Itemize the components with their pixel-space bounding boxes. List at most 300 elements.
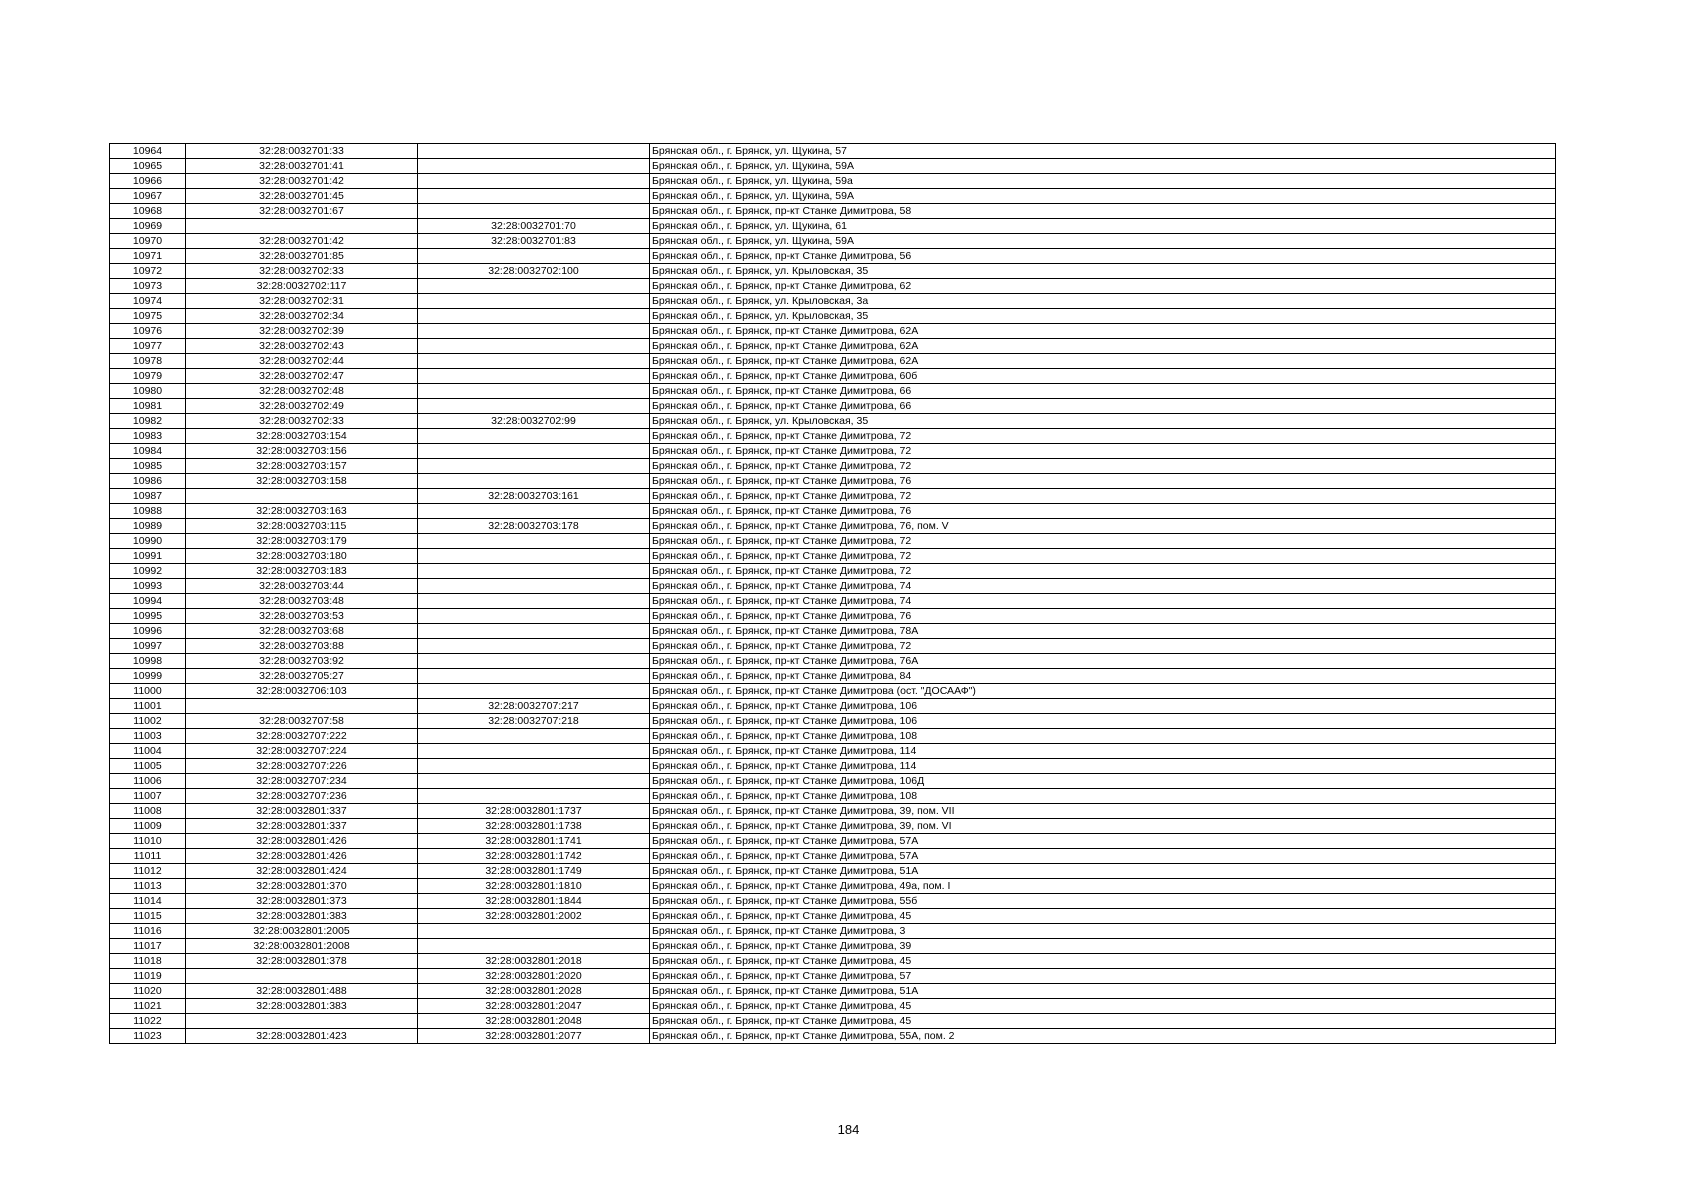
table-row — [110, 459, 1556, 474]
table-row — [110, 684, 1556, 699]
row-number-cell: 10975 — [110, 309, 186, 324]
land-parcel-cadastral-cell: 32:28:0032707:58 — [186, 714, 418, 729]
address-cell: Брянская обл., г. Брянск, пр-кт Станке Димитрова, 49а, пом. I — [650, 879, 1556, 894]
row-number-cell: 11001 — [110, 699, 186, 714]
row-number-cell: 10990 — [110, 534, 186, 549]
address-cell: Брянская обл., г. Брянск, пр-кт Станке Димитрова (ост. "ДОСААФ") — [650, 684, 1556, 699]
object-cadastral-cell — [418, 594, 650, 609]
row-number-cell: 10991 — [110, 549, 186, 564]
address-cell: Брянская обл., г. Брянск, пр-кт Станке Димитрова, 39 — [650, 939, 1556, 954]
land-parcel-cadastral-cell: 32:28:0032705:27 — [186, 669, 418, 684]
table-row — [110, 654, 1556, 669]
table-row — [110, 1029, 1556, 1044]
land-parcel-cadastral-cell: 32:28:0032701:42 — [186, 174, 418, 189]
table-row — [110, 189, 1556, 204]
address-cell: Брянская обл., г. Брянск, пр-кт Станке Димитрова, 51А — [650, 864, 1556, 879]
land-parcel-cadastral-cell: 32:28:0032703:154 — [186, 429, 418, 444]
address-cell: Брянская обл., г. Брянск, пр-кт Станке Димитрова, 76 — [650, 609, 1556, 624]
address-cell: Брянская обл., г. Брянск, ул. Крыловская, 3а — [650, 294, 1556, 309]
address-cell: Брянская обл., г. Брянск, пр-кт Станке Димитрова, 51А — [650, 984, 1556, 999]
address-cell: Брянская обл., г. Брянск, пр-кт Станке Димитрова, 76 — [650, 504, 1556, 519]
table-row — [110, 279, 1556, 294]
object-cadastral-cell — [418, 249, 650, 264]
table-row — [110, 489, 1556, 504]
table-row — [110, 519, 1556, 534]
land-parcel-cadastral-cell: 32:28:0032706:103 — [186, 684, 418, 699]
land-parcel-cadastral-cell: 32:28:0032703:53 — [186, 609, 418, 624]
address-cell: Брянская обл., г. Брянск, пр-кт Станке Димитрова, 56 — [650, 249, 1556, 264]
object-cadastral-cell: 32:28:0032801:2020 — [418, 969, 650, 984]
land-parcel-cadastral-cell: 32:28:0032702:33 — [186, 414, 418, 429]
object-cadastral-cell — [418, 789, 650, 804]
address-cell: Брянская обл., г. Брянск, ул. Крыловская, 35 — [650, 264, 1556, 279]
table-row — [110, 354, 1556, 369]
table-row — [110, 339, 1556, 354]
row-number-cell: 10999 — [110, 669, 186, 684]
land-parcel-cadastral-cell: 32:28:0032703:183 — [186, 564, 418, 579]
table-row — [110, 444, 1556, 459]
row-number-cell: 11003 — [110, 729, 186, 744]
object-cadastral-cell — [418, 504, 650, 519]
land-parcel-cadastral-cell: 32:28:0032703:44 — [186, 579, 418, 594]
row-number-cell: 10997 — [110, 639, 186, 654]
address-cell: Брянская обл., г. Брянск, пр-кт Станке Димитрова, 72 — [650, 429, 1556, 444]
object-cadastral-cell — [418, 144, 650, 159]
address-cell: Брянская обл., г. Брянск, пр-кт Станке Димитрова, 74 — [650, 579, 1556, 594]
land-parcel-cadastral-cell: 32:28:0032801:370 — [186, 879, 418, 894]
object-cadastral-cell: 32:28:0032801:2028 — [418, 984, 650, 999]
address-cell: Брянская обл., г. Брянск, пр-кт Станке Димитрова, 39, пом. VII — [650, 804, 1556, 819]
row-number-cell: 11013 — [110, 879, 186, 894]
address-cell: Брянская обл., г. Брянск, пр-кт Станке Димитрова, 78А — [650, 624, 1556, 639]
row-number-cell: 10966 — [110, 174, 186, 189]
object-cadastral-cell: 32:28:0032801:2077 — [418, 1029, 650, 1044]
object-cadastral-cell: 32:28:0032703:161 — [418, 489, 650, 504]
object-cadastral-cell — [418, 624, 650, 639]
table-row — [110, 234, 1556, 249]
row-number-cell: 10989 — [110, 519, 186, 534]
object-cadastral-cell — [418, 174, 650, 189]
table-row — [110, 714, 1556, 729]
land-parcel-cadastral-cell: 32:28:0032702:117 — [186, 279, 418, 294]
object-cadastral-cell — [418, 189, 650, 204]
address-cell: Брянская обл., г. Брянск, пр-кт Станке Димитрова, 57А — [650, 834, 1556, 849]
table-row — [110, 579, 1556, 594]
address-cell: Брянская обл., г. Брянск, пр-кт Станке Димитрова, 72 — [650, 489, 1556, 504]
address-cell: Брянская обл., г. Брянск, пр-кт Станке Димитрова, 106 — [650, 714, 1556, 729]
row-number-cell: 11005 — [110, 759, 186, 774]
land-parcel-cadastral-cell: 32:28:0032801:383 — [186, 909, 418, 924]
land-parcel-cadastral-cell: 32:28:0032801:337 — [186, 819, 418, 834]
land-parcel-cadastral-cell: 32:28:0032801:423 — [186, 1029, 418, 1044]
object-cadastral-cell: 32:28:0032707:218 — [418, 714, 650, 729]
object-cadastral-cell — [418, 924, 650, 939]
object-cadastral-cell: 32:28:0032701:83 — [418, 234, 650, 249]
object-cadastral-cell — [418, 309, 650, 324]
object-cadastral-cell: 32:28:0032801:2002 — [418, 909, 650, 924]
address-cell: Брянская обл., г. Брянск, пр-кт Станке Димитрова, 45 — [650, 999, 1556, 1014]
row-number-cell: 10995 — [110, 609, 186, 624]
row-number-cell: 11012 — [110, 864, 186, 879]
address-cell: Брянская обл., г. Брянск, пр-кт Станке Димитрова, 45 — [650, 1014, 1556, 1029]
page-number: 184 — [837, 1122, 860, 1137]
row-number-cell: 10976 — [110, 324, 186, 339]
row-number-cell: 10993 — [110, 579, 186, 594]
object-cadastral-cell — [418, 759, 650, 774]
row-number-cell: 10968 — [110, 204, 186, 219]
land-parcel-cadastral-cell: 32:28:0032702:43 — [186, 339, 418, 354]
table-row — [110, 699, 1556, 714]
land-parcel-cadastral-cell: 32:28:0032703:88 — [186, 639, 418, 654]
row-number-cell: 10964 — [110, 144, 186, 159]
land-parcel-cadastral-cell: 32:28:0032801:378 — [186, 954, 418, 969]
object-cadastral-cell: 32:28:0032702:99 — [418, 414, 650, 429]
table-row — [110, 849, 1556, 864]
row-number-cell: 11011 — [110, 849, 186, 864]
table-row — [110, 399, 1556, 414]
object-cadastral-cell — [418, 939, 650, 954]
address-cell: Брянская обл., г. Брянск, пр-кт Станке Димитрова, 74 — [650, 594, 1556, 609]
table-row — [110, 249, 1556, 264]
land-parcel-cadastral-cell: 32:28:0032702:48 — [186, 384, 418, 399]
table-row — [110, 759, 1556, 774]
address-cell: Брянская обл., г. Брянск, пр-кт Станке Димитрова, 62А — [650, 324, 1556, 339]
table-row — [110, 384, 1556, 399]
land-parcel-cadastral-cell: 32:28:0032701:45 — [186, 189, 418, 204]
land-parcel-cadastral-cell: 32:28:0032703:68 — [186, 624, 418, 639]
address-cell: Брянская обл., г. Брянск, пр-кт Станке Димитрова, 62А — [650, 339, 1556, 354]
object-cadastral-cell: 32:28:0032801:2018 — [418, 954, 650, 969]
object-cadastral-cell — [418, 429, 650, 444]
table-row — [110, 204, 1556, 219]
object-cadastral-cell: 32:28:0032702:100 — [418, 264, 650, 279]
table-row — [110, 429, 1556, 444]
table-row — [110, 549, 1556, 564]
address-cell: Брянская обл., г. Брянск, ул. Щукина, 59А — [650, 234, 1556, 249]
address-cell: Брянская обл., г. Брянск, пр-кт Станке Димитрова, 114 — [650, 744, 1556, 759]
table-row — [110, 924, 1556, 939]
row-number-cell: 10979 — [110, 369, 186, 384]
row-number-cell: 11014 — [110, 894, 186, 909]
row-number-cell: 11004 — [110, 744, 186, 759]
land-parcel-cadastral-cell: 32:28:0032702:49 — [186, 399, 418, 414]
row-number-cell: 11009 — [110, 819, 186, 834]
object-cadastral-cell — [418, 579, 650, 594]
row-number-cell: 10988 — [110, 504, 186, 519]
table-row — [110, 534, 1556, 549]
land-parcel-cadastral-cell: 32:28:0032801:383 — [186, 999, 418, 1014]
land-parcel-cadastral-cell: 32:28:0032701:67 — [186, 204, 418, 219]
table-row — [110, 219, 1556, 234]
address-cell: Брянская обл., г. Брянск, ул. Крыловская, 35 — [650, 414, 1556, 429]
object-cadastral-cell: 32:28:0032801:1844 — [418, 894, 650, 909]
land-parcel-cadastral-cell: 32:28:0032801:2005 — [186, 924, 418, 939]
address-cell: Брянская обл., г. Брянск, ул. Щукина, 61 — [650, 219, 1556, 234]
object-cadastral-cell: 32:28:0032801:1741 — [418, 834, 650, 849]
table-row — [110, 609, 1556, 624]
object-cadastral-cell — [418, 744, 650, 759]
land-parcel-cadastral-cell: 32:28:0032703:115 — [186, 519, 418, 534]
table-row — [110, 639, 1556, 654]
address-cell: Брянская обл., г. Брянск, ул. Щукина, 59а — [650, 174, 1556, 189]
row-number-cell: 11016 — [110, 924, 186, 939]
object-cadastral-cell — [418, 324, 650, 339]
object-cadastral-cell — [418, 549, 650, 564]
object-cadastral-cell — [418, 204, 650, 219]
table-row — [110, 729, 1556, 744]
object-cadastral-cell — [418, 384, 650, 399]
land-parcel-cadastral-cell: 32:28:0032801:424 — [186, 864, 418, 879]
object-cadastral-cell — [418, 474, 650, 489]
address-cell: Брянская обл., г. Брянск, пр-кт Станке Димитрова, 76А — [650, 654, 1556, 669]
row-number-cell: 10986 — [110, 474, 186, 489]
table-row — [110, 999, 1556, 1014]
object-cadastral-cell: 32:28:0032801:1738 — [418, 819, 650, 834]
address-cell: Брянская обл., г. Брянск, пр-кт Станке Димитрова, 55б — [650, 894, 1556, 909]
row-number-cell: 10978 — [110, 354, 186, 369]
row-number-cell: 11002 — [110, 714, 186, 729]
row-number-cell: 11017 — [110, 939, 186, 954]
address-cell: Брянская обл., г. Брянск, пр-кт Станке Димитрова, 62А — [650, 354, 1556, 369]
address-cell: Брянская обл., г. Брянск, пр-кт Станке Димитрова, 62 — [650, 279, 1556, 294]
row-number-cell: 10994 — [110, 594, 186, 609]
address-cell: Брянская обл., г. Брянск, пр-кт Станке Димитрова, 39, пом. VI — [650, 819, 1556, 834]
land-parcel-cadastral-cell: 32:28:0032703:157 — [186, 459, 418, 474]
row-number-cell: 10981 — [110, 399, 186, 414]
address-cell: Брянская обл., г. Брянск, ул. Крыловская, 35 — [650, 309, 1556, 324]
address-cell: Брянская обл., г. Брянск, пр-кт Станке Димитрова, 57 — [650, 969, 1556, 984]
row-number-cell: 10992 — [110, 564, 186, 579]
table-row — [110, 939, 1556, 954]
land-parcel-cadastral-cell — [186, 1014, 418, 1029]
table-row — [110, 324, 1556, 339]
row-number-cell: 10967 — [110, 189, 186, 204]
table-row — [110, 159, 1556, 174]
row-number-cell: 11018 — [110, 954, 186, 969]
object-cadastral-cell: 32:28:0032801:2048 — [418, 1014, 650, 1029]
land-parcel-cadastral-cell: 32:28:0032701:42 — [186, 234, 418, 249]
address-cell: Брянская обл., г. Брянск, ул. Щукина, 57 — [650, 144, 1556, 159]
object-cadastral-cell — [418, 669, 650, 684]
land-parcel-cadastral-cell — [186, 489, 418, 504]
land-parcel-cadastral-cell: 32:28:0032702:33 — [186, 264, 418, 279]
land-parcel-cadastral-cell: 32:28:0032801:488 — [186, 984, 418, 999]
address-cell: Брянская обл., г. Брянск, пр-кт Станке Димитрова, 76 — [650, 474, 1556, 489]
land-parcel-cadastral-cell: 32:28:0032801:426 — [186, 849, 418, 864]
table-row — [110, 144, 1556, 159]
land-parcel-cadastral-cell: 32:28:0032703:158 — [186, 474, 418, 489]
land-parcel-cadastral-cell: 32:28:0032702:31 — [186, 294, 418, 309]
table-row — [110, 594, 1556, 609]
table-row — [110, 879, 1556, 894]
table-row — [110, 789, 1556, 804]
row-number-cell: 10982 — [110, 414, 186, 429]
object-cadastral-cell — [418, 639, 650, 654]
object-cadastral-cell: 32:28:0032801:1749 — [418, 864, 650, 879]
object-cadastral-cell: 32:28:0032703:178 — [418, 519, 650, 534]
object-cadastral-cell — [418, 564, 650, 579]
object-cadastral-cell — [418, 294, 650, 309]
land-parcel-cadastral-cell: 32:28:0032801:2008 — [186, 939, 418, 954]
object-cadastral-cell — [418, 279, 650, 294]
address-cell: Брянская обл., г. Брянск, пр-кт Станке Димитрова, 45 — [650, 909, 1556, 924]
address-cell: Брянская обл., г. Брянск, пр-кт Станке Димитрова, 84 — [650, 669, 1556, 684]
table-row — [110, 294, 1556, 309]
table-row — [110, 309, 1556, 324]
object-cadastral-cell — [418, 684, 650, 699]
object-cadastral-cell — [418, 339, 650, 354]
land-parcel-cadastral-cell: 32:28:0032801:337 — [186, 804, 418, 819]
land-parcel-cadastral-cell: 32:28:0032703:156 — [186, 444, 418, 459]
land-parcel-cadastral-cell: 32:28:0032801:426 — [186, 834, 418, 849]
row-number-cell: 10971 — [110, 249, 186, 264]
table-row — [110, 819, 1556, 834]
land-parcel-cadastral-cell: 32:28:0032707:236 — [186, 789, 418, 804]
land-parcel-cadastral-cell: 32:28:0032707:224 — [186, 744, 418, 759]
table-row — [110, 1014, 1556, 1029]
row-number-cell: 10987 — [110, 489, 186, 504]
table-row — [110, 624, 1556, 639]
table-row — [110, 174, 1556, 189]
object-cadastral-cell: 32:28:0032707:217 — [418, 699, 650, 714]
row-number-cell: 10977 — [110, 339, 186, 354]
object-cadastral-cell — [418, 369, 650, 384]
row-number-cell: 10983 — [110, 429, 186, 444]
object-cadastral-cell: 32:28:0032701:70 — [418, 219, 650, 234]
land-parcel-cadastral-cell: 32:28:0032703:48 — [186, 594, 418, 609]
table-row — [110, 804, 1556, 819]
land-parcel-cadastral-cell: 32:28:0032801:373 — [186, 894, 418, 909]
table-row — [110, 564, 1556, 579]
registry-table — [109, 143, 1556, 1044]
table-row — [110, 744, 1556, 759]
object-cadastral-cell — [418, 774, 650, 789]
table-row — [110, 864, 1556, 879]
land-parcel-cadastral-cell: 32:28:0032702:47 — [186, 369, 418, 384]
address-cell: Брянская обл., г. Брянск, пр-кт Станке Димитрова, 76, пом. V — [650, 519, 1556, 534]
row-number-cell: 10996 — [110, 624, 186, 639]
row-number-cell: 11015 — [110, 909, 186, 924]
table-row — [110, 264, 1556, 279]
address-cell: Брянская обл., г. Брянск, пр-кт Станке Димитрова, 108 — [650, 789, 1556, 804]
row-number-cell: 10965 — [110, 159, 186, 174]
land-parcel-cadastral-cell: 32:28:0032703:92 — [186, 654, 418, 669]
object-cadastral-cell: 32:28:0032801:1742 — [418, 849, 650, 864]
land-parcel-cadastral-cell: 32:28:0032703:163 — [186, 504, 418, 519]
land-parcel-cadastral-cell: 32:28:0032701:33 — [186, 144, 418, 159]
table-row — [110, 774, 1556, 789]
row-number-cell: 11019 — [110, 969, 186, 984]
table-row — [110, 894, 1556, 909]
row-number-cell: 11000 — [110, 684, 186, 699]
row-number-cell: 10998 — [110, 654, 186, 669]
address-cell: Брянская обл., г. Брянск, пр-кт Станке Димитрова, 66 — [650, 384, 1556, 399]
land-parcel-cadastral-cell — [186, 699, 418, 714]
land-parcel-cadastral-cell: 32:28:0032702:34 — [186, 309, 418, 324]
row-number-cell: 11010 — [110, 834, 186, 849]
address-cell: Брянская обл., г. Брянск, пр-кт Станке Димитрова, 72 — [650, 444, 1556, 459]
row-number-cell: 11020 — [110, 984, 186, 999]
registry-table-body — [110, 144, 1556, 1044]
table-row — [110, 954, 1556, 969]
land-parcel-cadastral-cell — [186, 219, 418, 234]
row-number-cell: 10973 — [110, 279, 186, 294]
row-number-cell: 10970 — [110, 234, 186, 249]
table-row — [110, 909, 1556, 924]
address-cell: Брянская обл., г. Брянск, пр-кт Станке Димитрова, 60б — [650, 369, 1556, 384]
object-cadastral-cell — [418, 609, 650, 624]
object-cadastral-cell: 32:28:0032801:2047 — [418, 999, 650, 1014]
address-cell: Брянская обл., г. Брянск, пр-кт Станке Димитрова, 66 — [650, 399, 1556, 414]
address-cell: Брянская обл., г. Брянск, ул. Щукина, 59А — [650, 189, 1556, 204]
address-cell: Брянская обл., г. Брянск, пр-кт Станке Димитрова, 114 — [650, 759, 1556, 774]
object-cadastral-cell — [418, 354, 650, 369]
object-cadastral-cell — [418, 729, 650, 744]
row-number-cell: 11021 — [110, 999, 186, 1014]
address-cell: Брянская обл., г. Брянск, пр-кт Станке Димитрова, 55А, пом. 2 — [650, 1029, 1556, 1044]
table-row — [110, 669, 1556, 684]
object-cadastral-cell — [418, 459, 650, 474]
table-row — [110, 474, 1556, 489]
address-cell: Брянская обл., г. Брянск, пр-кт Станке Димитрова, 45 — [650, 954, 1556, 969]
land-parcel-cadastral-cell: 32:28:0032702:44 — [186, 354, 418, 369]
address-cell: Брянская обл., г. Брянск, пр-кт Станке Димитрова, 72 — [650, 534, 1556, 549]
address-cell: Брянская обл., г. Брянск, пр-кт Станке Димитрова, 106 — [650, 699, 1556, 714]
land-parcel-cadastral-cell: 32:28:0032707:222 — [186, 729, 418, 744]
land-parcel-cadastral-cell: 32:28:0032703:179 — [186, 534, 418, 549]
row-number-cell: 10980 — [110, 384, 186, 399]
address-cell: Брянская обл., г. Брянск, ул. Щукина, 59А — [650, 159, 1556, 174]
row-number-cell: 11008 — [110, 804, 186, 819]
row-number-cell: 11007 — [110, 789, 186, 804]
row-number-cell: 10969 — [110, 219, 186, 234]
address-cell: Брянская обл., г. Брянск, пр-кт Станке Димитрова, 72 — [650, 459, 1556, 474]
land-parcel-cadastral-cell: 32:28:0032707:226 — [186, 759, 418, 774]
address-cell: Брянская обл., г. Брянск, пр-кт Станке Димитрова, 3 — [650, 924, 1556, 939]
address-cell: Брянская обл., г. Брянск, пр-кт Станке Димитрова, 106Д — [650, 774, 1556, 789]
address-cell: Брянская обл., г. Брянск, пр-кт Станке Димитрова, 72 — [650, 549, 1556, 564]
table-row — [110, 969, 1556, 984]
table-row — [110, 504, 1556, 519]
land-parcel-cadastral-cell: 32:28:0032707:234 — [186, 774, 418, 789]
row-number-cell: 11022 — [110, 1014, 186, 1029]
row-number-cell: 10974 — [110, 294, 186, 309]
land-parcel-cadastral-cell: 32:28:0032702:39 — [186, 324, 418, 339]
address-cell: Брянская обл., г. Брянск, пр-кт Станке Димитрова, 72 — [650, 639, 1556, 654]
table-row — [110, 834, 1556, 849]
object-cadastral-cell: 32:28:0032801:1737 — [418, 804, 650, 819]
land-parcel-cadastral-cell: 32:28:0032701:85 — [186, 249, 418, 264]
table-row — [110, 369, 1556, 384]
object-cadastral-cell: 32:28:0032801:1810 — [418, 879, 650, 894]
row-number-cell: 10984 — [110, 444, 186, 459]
land-parcel-cadastral-cell — [186, 969, 418, 984]
land-parcel-cadastral-cell: 32:28:0032703:180 — [186, 549, 418, 564]
row-number-cell: 11006 — [110, 774, 186, 789]
row-number-cell: 11023 — [110, 1029, 186, 1044]
table-row — [110, 414, 1556, 429]
object-cadastral-cell — [418, 159, 650, 174]
row-number-cell: 10972 — [110, 264, 186, 279]
object-cadastral-cell — [418, 654, 650, 669]
address-cell: Брянская обл., г. Брянск, пр-кт Станке Димитрова, 72 — [650, 564, 1556, 579]
row-number-cell: 10985 — [110, 459, 186, 474]
object-cadastral-cell — [418, 534, 650, 549]
land-parcel-cadastral-cell: 32:28:0032701:41 — [186, 159, 418, 174]
address-cell: Брянская обл., г. Брянск, пр-кт Станке Димитрова, 57А — [650, 849, 1556, 864]
address-cell: Брянская обл., г. Брянск, пр-кт Станке Димитрова, 108 — [650, 729, 1556, 744]
table-row — [110, 984, 1556, 999]
